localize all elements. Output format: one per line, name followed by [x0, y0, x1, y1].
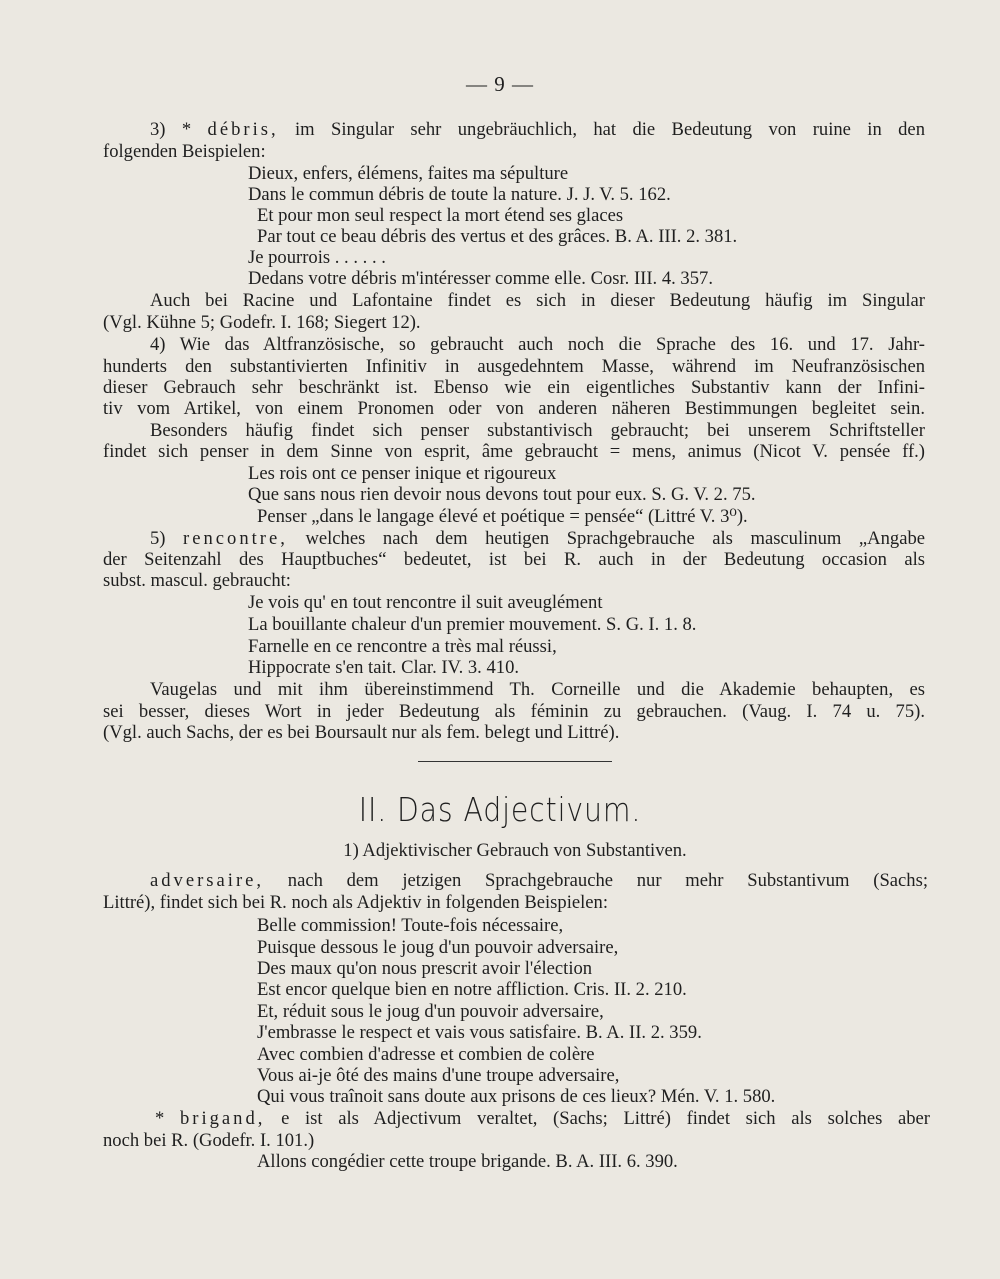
verse-line: Dieux, enfers, élémens, faites ma sépulture — [248, 163, 569, 184]
text-line: sei besser, dieses Wort in jeder Bedeutung als féminin zu gebrauchen. (Vaug. I. 74 u. 75). — [103, 701, 925, 722]
text-line: Vaugelas und mit ihm übereinstimmend Th. Corneille und die Akademie behaupten, es — [150, 679, 925, 700]
text-line: tiv vom Artikel, von einem Pronomen oder von anderen näheren Bestimmungen begleitet sein. — [103, 398, 925, 419]
verse-line: Dans le commun débris de toute la nature. J. J. V. 5. 162. — [248, 184, 671, 205]
verse-line: Est encor quelque bien en notre affliction. Cris. II. 2. 210. — [257, 979, 687, 1000]
text-line: hunderts den substantivierten Infinitiv in ausgedehntem Masse, während im Neufranzösischen — [103, 356, 925, 377]
text-line: 4) Wie das Altfranzösische, so gebraucht auch noch die Sprache des 16. und 17. Jahr- — [150, 334, 925, 355]
verse-line: Qui vous traînoit sans doute aux prisons de ces lieux? Mén. V. 1. 580. — [257, 1086, 776, 1107]
text-line: folgenden Beispielen: — [103, 141, 266, 162]
text-line: der Seitenzahl des Hauptbuches“ bedeutet, ist bei R. auch in der Bedeutung occasion als — [103, 549, 925, 570]
verse-line: Vous ai-je ôté des mains d'une troupe adversaire, — [257, 1065, 620, 1086]
text-line: noch bei R. (Godefr. I. 101.) — [103, 1130, 315, 1151]
verse-line: Et pour mon seul respect la mort étend ses glaces — [257, 205, 624, 226]
verse-line: Allons congédier cette troupe brigande. B. A. III. 6. 390. — [257, 1151, 678, 1172]
text-line: Besonders häufig findet sich penser substantivisch gebraucht; bei unserem Schriftsteller — [150, 420, 925, 441]
text-line: Littré), findet sich bei R. noch als Adjektiv in folgenden Beispielen: — [103, 892, 609, 913]
verse-line: Que sans nous rien devoir nous devons tout pour eux. S. G. V. 2. 75. — [248, 484, 756, 505]
verse-line: Penser „dans le langage élevé et poétique = pensée“ (Littré V. 3⁰). — [257, 506, 748, 527]
text-line: adversaire, nach dem jetzigen Sprachgebrauche nur mehr Substantivum (Sachs; — [150, 870, 928, 891]
verse-line: Farnelle en ce rencontre a très mal réussi, — [248, 636, 557, 657]
text-line: subst. mascul. gebraucht: — [103, 570, 291, 591]
text-line: findet sich penser in dem Sinne von esprit, âme gebraucht = mens, animus (Nicot V. pensée ff.) — [103, 441, 925, 462]
verse-line: Belle commission! Toute-fois nécessaire, — [257, 915, 564, 936]
text-line: dieser Gebrauch sehr beschränkt ist. Ebenso wie ein eigentliches Substantiv kann der Infini- — [103, 377, 925, 398]
verse-line: Puisque dessous le joug d'un pouvoir adversaire, — [257, 937, 619, 958]
verse-line: La bouillante chaleur d'un premier mouvement. S. G. I. 1. 8. — [248, 614, 697, 635]
text-line: * brigand, e ist als Adjectivum veraltet, (Sachs; Littré) findet sich als solches aber — [155, 1108, 930, 1129]
section-divider — [418, 761, 612, 762]
verse-line: Hippocrate s'en tait. Clar. IV. 3. 410. — [248, 657, 520, 678]
verse-line: Et, réduit sous le joug d'un pouvoir adversaire, — [257, 1001, 604, 1022]
verse-line: Je pourrois . . . . . . — [248, 247, 386, 268]
section-title: II. Das Adjectivum. — [358, 790, 642, 829]
text-line: Auch bei Racine und Lafontaine findet es sich in dieser Bedeutung häufig im Singular — [150, 290, 925, 311]
text-line: (Vgl. Kühne 5; Godefr. I. 168; Siegert 12). — [103, 312, 421, 333]
verse-line: J'embrasse le respect et vais vous satisfaire. B. A. II. 2. 359. — [257, 1022, 702, 1043]
verse-line: Dedans votre débris m'intéresser comme elle. Cosr. III. 4. 357. — [248, 268, 713, 289]
text-line: 3) * débris, im Singular sehr ungebräuchlich, hat die Bedeutung von ruine in den — [150, 119, 925, 140]
verse-line: Par tout ce beau débris des vertus et des grâces. B. A. III. 2. 381. — [257, 226, 738, 247]
verse-line: Les rois ont ce penser inique et rigoureux — [248, 463, 557, 484]
verse-line: Avec combien d'adresse et combien de colère — [257, 1044, 595, 1065]
verse-line: Des maux qu'on nous prescrit avoir l'élection — [257, 958, 593, 979]
verse-line: Je vois qu' en tout rencontre il suit aveuglément — [248, 592, 603, 613]
text-line: (Vgl. auch Sachs, der es bei Boursault nur als fem. belegt und Littré). — [103, 722, 620, 743]
text-line: 5) rencontre, welches nach dem heutigen Sprachgebrauche als masculinum „Angabe — [150, 528, 925, 549]
subsection-title: 1) Adjektivischer Gebrauch von Substantiven. — [343, 840, 687, 861]
page-number: — 9 — — [466, 72, 534, 96]
